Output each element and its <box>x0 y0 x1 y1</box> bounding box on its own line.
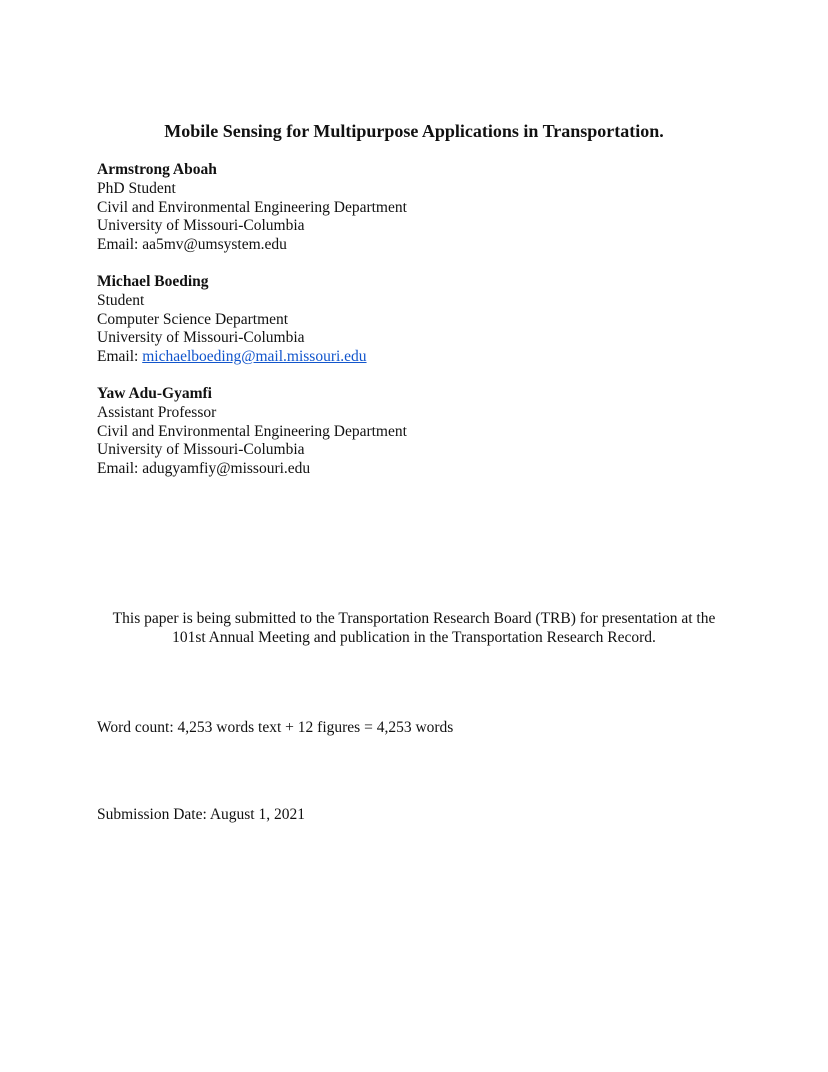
submission-note-line-1: This paper is being submitted to the Transportation Research Board (TRB) for presentation at the <box>112 610 716 627</box>
author-university: University of Missouri-Columbia <box>97 441 305 459</box>
submission-date: Submission Date: August 1, 2021 <box>97 806 305 823</box>
author-name: Michael Boeding <box>97 273 209 290</box>
author-department: Civil and Environmental Engineering Department <box>97 422 407 440</box>
author-block-3 <box>97 385 407 479</box>
author-email-line <box>97 236 407 255</box>
author-email: adugyamfiy@missouri.edu <box>142 460 311 477</box>
author-university: University of Missouri-Columbia <box>97 329 305 347</box>
author-university: University of Missouri-Columbia <box>97 217 305 235</box>
author-position: Assistant Professor <box>97 403 217 421</box>
author-position: Student <box>97 291 145 309</box>
author-email-line <box>97 460 407 479</box>
word-count: Word count: 4,253 words text + 12 figures = 4,253 words <box>97 719 454 736</box>
paper-title: Mobile Sensing for Multipurpose Applications in Transportation. <box>164 121 664 141</box>
author-name: Yaw Adu-Gyamfi <box>97 385 212 402</box>
email-label: Email: <box>97 236 143 253</box>
author-block-2 <box>97 273 367 367</box>
email-label: Email: <box>97 460 143 477</box>
author-name: Armstrong Aboah <box>97 161 217 178</box>
author-position: PhD Student <box>97 179 176 197</box>
author-email-link[interactable]: michaelboeding@mail.missouri.edu <box>142 348 367 365</box>
author-department: Computer Science Department <box>97 310 289 328</box>
author-email: aa5mv@umsystem.edu <box>142 236 287 253</box>
author-block-1 <box>97 161 407 255</box>
author-email-line <box>97 348 367 367</box>
submission-note <box>0 609 828 647</box>
submission-note-line-2: 101st Annual Meeting and publication in the Transportation Research Record. <box>172 629 656 646</box>
author-department: Civil and Environmental Engineering Department <box>97 198 407 216</box>
email-label: Email: <box>97 348 143 365</box>
